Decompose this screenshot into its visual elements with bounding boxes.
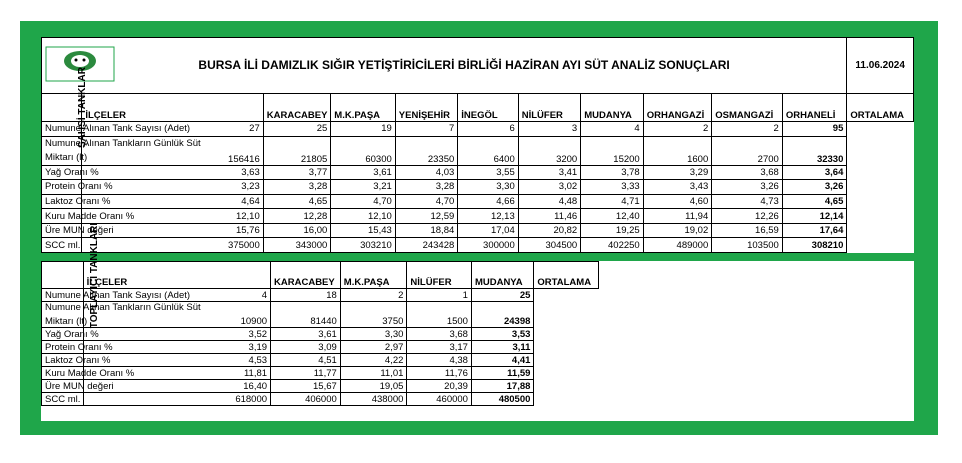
logo-cell <box>42 38 82 94</box>
table-cell: 3,53 <box>471 328 533 341</box>
col-header: NİLÜFER <box>518 93 580 121</box>
table-cell: 4,41 <box>471 354 533 367</box>
table-row <box>42 180 914 195</box>
table-cell: 12,10 <box>331 209 396 224</box>
table-cell: 3,23 <box>82 180 263 195</box>
table-cell: 1500 <box>407 302 472 328</box>
table-cell: 489000 <box>643 238 712 253</box>
table-cell: 3,28 <box>263 180 331 195</box>
table-cell: 2700 <box>712 136 783 165</box>
table-row <box>42 209 914 224</box>
sahsi-table <box>41 37 914 253</box>
table-cell: 1 <box>407 289 472 302</box>
table-cell: 3,11 <box>471 341 533 354</box>
report-date: 11.06.2024 <box>847 38 914 94</box>
table-cell: 3,61 <box>331 165 396 180</box>
table-cell: 4,38 <box>407 354 472 367</box>
table-cell: 4,65 <box>782 194 847 209</box>
table-cell: 103500 <box>712 238 783 253</box>
table-cell: 17,64 <box>782 223 847 238</box>
table-cell: 4,66 <box>458 194 518 209</box>
table-cell: 3,02 <box>518 180 580 195</box>
table-cell: 3,21 <box>331 180 396 195</box>
table-cell: 15,67 <box>271 380 341 393</box>
table-cell: 300000 <box>458 238 518 253</box>
table-row <box>42 393 599 406</box>
table-cell: 60300 <box>331 136 396 165</box>
row-label: Yağ Oranı % <box>42 328 84 341</box>
row-label: Protein Oranı % <box>42 341 84 354</box>
col-header: ORHANGAZİ <box>643 93 712 121</box>
table-row <box>42 238 914 253</box>
table-cell: 343000 <box>263 238 331 253</box>
table-cell: 4,60 <box>643 194 712 209</box>
col-header: MUDANYA <box>471 262 533 289</box>
col-header: ORTALAMA <box>534 262 599 289</box>
table-cell: 11,81 <box>83 367 270 380</box>
table-cell: 12,14 <box>782 209 847 224</box>
table-cell: 4,48 <box>518 194 580 209</box>
table-cell: 16,59 <box>712 223 783 238</box>
table-cell: 4,70 <box>395 194 457 209</box>
table-cell: 3,19 <box>83 341 270 354</box>
table-cell: 12,26 <box>712 209 783 224</box>
table-cell: 16,40 <box>83 380 270 393</box>
table-cell: 3,64 <box>782 165 847 180</box>
table-cell: 7 <box>395 121 457 136</box>
table-cell: 4,22 <box>340 354 407 367</box>
table-cell: 4,51 <box>271 354 341 367</box>
table-cell: 460000 <box>407 393 472 406</box>
table-cell: 27 <box>82 121 263 136</box>
table-cell: 11,76 <box>407 367 472 380</box>
table-cell: 11,77 <box>271 367 341 380</box>
row-label: Numune Alınan Tank Sayısı (Adet) <box>42 289 84 302</box>
table-cell: 3200 <box>518 136 580 165</box>
sahsi-side-label: ŞAHSİ TANKLAR <box>42 93 82 121</box>
table-cell: 3,68 <box>407 328 472 341</box>
row-label <box>42 136 201 165</box>
table-cell: 3,68 <box>712 165 783 180</box>
table-cell: 3,26 <box>712 180 783 195</box>
table-row <box>42 289 599 302</box>
table-cell: 480500 <box>471 393 533 406</box>
row-label: Kuru Madde Oranı % <box>42 367 84 380</box>
table-cell: 16,00 <box>263 223 331 238</box>
table-cell: 21805 <box>263 136 331 165</box>
table-cell: 3,30 <box>340 328 407 341</box>
table-cell: 20,82 <box>518 223 580 238</box>
table-cell: 3,09 <box>271 341 341 354</box>
table-cell: 10900 <box>83 302 270 328</box>
table-cell: 11,94 <box>643 209 712 224</box>
table-cell: 24398 <box>471 302 533 328</box>
row-label: Laktoz Oranı % <box>42 194 82 209</box>
col-header: M.K.PAŞA <box>331 93 396 121</box>
table-cell: 12,10 <box>82 209 263 224</box>
row-label <box>42 302 201 328</box>
table-cell: 4,73 <box>712 194 783 209</box>
table-row <box>42 223 914 238</box>
table-row <box>42 194 914 209</box>
table-cell: 2,97 <box>340 341 407 354</box>
table-cell: 23350 <box>395 136 457 165</box>
table-cell: 406000 <box>271 393 341 406</box>
row-label: SCC ml. <box>42 393 84 406</box>
toplayici-side-label: TOPLAYICI TANKLARI <box>42 262 84 289</box>
table-row <box>42 136 914 165</box>
table-cell: 3,78 <box>581 165 643 180</box>
table-cell: 19 <box>331 121 396 136</box>
table-row <box>42 121 914 136</box>
row-label: Yağ Oranı % <box>42 165 82 180</box>
row-label: Üre MUN değeri <box>42 223 82 238</box>
table-cell: 308210 <box>782 238 847 253</box>
row-label-line2: Miktarı (lt) <box>45 316 88 327</box>
table-row <box>42 380 599 393</box>
table-cell: 15,43 <box>331 223 396 238</box>
row-label: Laktoz Oranı % <box>42 354 84 367</box>
table-cell: 618000 <box>83 393 270 406</box>
table-cell: 6400 <box>458 136 518 165</box>
table-cell: 3,17 <box>407 341 472 354</box>
row-label: Üre MUN değeri <box>42 380 84 393</box>
table-cell: 95 <box>782 121 847 136</box>
table-cell: 3,28 <box>395 180 457 195</box>
table-cell: 303210 <box>331 238 396 253</box>
table-cell: 1600 <box>643 136 712 165</box>
table-cell: 11,01 <box>340 367 407 380</box>
table-cell: 3,43 <box>643 180 712 195</box>
table-cell: 4,71 <box>581 194 643 209</box>
table-cell: 4,65 <box>263 194 331 209</box>
table-cell: 3,63 <box>82 165 263 180</box>
row-label: Protein Oranı % <box>42 180 82 195</box>
col-header: ORHANELİ <box>782 93 847 121</box>
table-cell: 3,77 <box>263 165 331 180</box>
table-cell: 3,55 <box>458 165 518 180</box>
table-cell: 19,02 <box>643 223 712 238</box>
table-cell: 20,39 <box>407 380 472 393</box>
table-cell: 3,61 <box>271 328 341 341</box>
table-cell: 304500 <box>518 238 580 253</box>
row-label-line2: Miktarı (lt) <box>45 152 88 164</box>
row-label: SCC ml. <box>42 238 82 253</box>
table-cell: 3,26 <box>782 180 847 195</box>
row-label: Kuru Madde Oranı % <box>42 209 82 224</box>
col-header: NİLÜFER <box>407 262 472 289</box>
table-cell: 375000 <box>82 238 263 253</box>
row-label: Numune Alınan Tank Sayısı (Adet) <box>42 121 82 136</box>
table-cell: 81440 <box>271 302 341 328</box>
table-cell: 12,28 <box>263 209 331 224</box>
table-cell: 17,88 <box>471 380 533 393</box>
col-header: ORTALAMA <box>847 93 914 121</box>
table-cell: 25 <box>263 121 331 136</box>
table-cell: 6 <box>458 121 518 136</box>
row-label-line1: Numune Alınan Tankların Günlük Süt <box>45 302 201 313</box>
col-header: YENİŞEHİR <box>395 93 457 121</box>
table-row <box>42 354 599 367</box>
table-row <box>42 165 914 180</box>
col-header: OSMANGAZİ <box>712 93 783 121</box>
col-header: MUDANYA <box>581 93 643 121</box>
table-cell: 18,84 <box>395 223 457 238</box>
table-cell: 11,59 <box>471 367 533 380</box>
table-cell: 15200 <box>581 136 643 165</box>
table-row <box>42 302 599 328</box>
table-cell: 3 <box>518 121 580 136</box>
table-cell: 3,52 <box>83 328 270 341</box>
table-cell: 2 <box>340 289 407 302</box>
table-cell: 4,70 <box>331 194 396 209</box>
col-header: KARACABEY <box>271 262 341 289</box>
table-cell: 438000 <box>340 393 407 406</box>
table-cell: 32330 <box>782 136 847 165</box>
table-cell: 3750 <box>340 302 407 328</box>
table-cell: 3,41 <box>518 165 580 180</box>
col-header-ilceler: İLÇELER <box>82 93 263 121</box>
col-header-ilceler: İLÇELER <box>83 262 270 289</box>
table-cell: 15,76 <box>82 223 263 238</box>
table-cell: 12,13 <box>458 209 518 224</box>
table-cell: 402250 <box>581 238 643 253</box>
row-label-line1: Numune Alınan Tankların Günlük Süt <box>45 138 201 150</box>
table-row <box>42 341 599 354</box>
table-cell: 25 <box>471 289 533 302</box>
table-cell: 11,46 <box>518 209 580 224</box>
table-cell: 3,29 <box>643 165 712 180</box>
table-cell: 18 <box>271 289 341 302</box>
table-cell: 19,25 <box>581 223 643 238</box>
table-row <box>42 367 599 380</box>
table-cell: 4,53 <box>83 354 270 367</box>
table-cell: 2 <box>643 121 712 136</box>
table-cell: 4,03 <box>395 165 457 180</box>
table-cell: 19,05 <box>340 380 407 393</box>
table-cell: 3,30 <box>458 180 518 195</box>
table-cell: 3,33 <box>581 180 643 195</box>
table-cell: 12,40 <box>581 209 643 224</box>
table-cell: 12,59 <box>395 209 457 224</box>
col-header: KARACABEY <box>263 93 331 121</box>
table-cell: 17,04 <box>458 223 518 238</box>
page-title: BURSA İLİ DAMIZLIK SIĞIR YETİŞTİRİCİLERİ BİRLİĞİ HAZİRAN AYI SÜT ANALİZ SONUÇLARI <box>82 38 847 94</box>
table-cell: 156416 <box>82 136 263 165</box>
table-cell: 2 <box>712 121 783 136</box>
col-header: İNEGÖL <box>458 93 518 121</box>
table-row <box>42 328 599 341</box>
table-cell: 4 <box>581 121 643 136</box>
col-header: M.K.PAŞA <box>340 262 407 289</box>
table-cell: 4,64 <box>82 194 263 209</box>
table-cell: 4 <box>83 289 270 302</box>
table-cell: 243428 <box>395 238 457 253</box>
